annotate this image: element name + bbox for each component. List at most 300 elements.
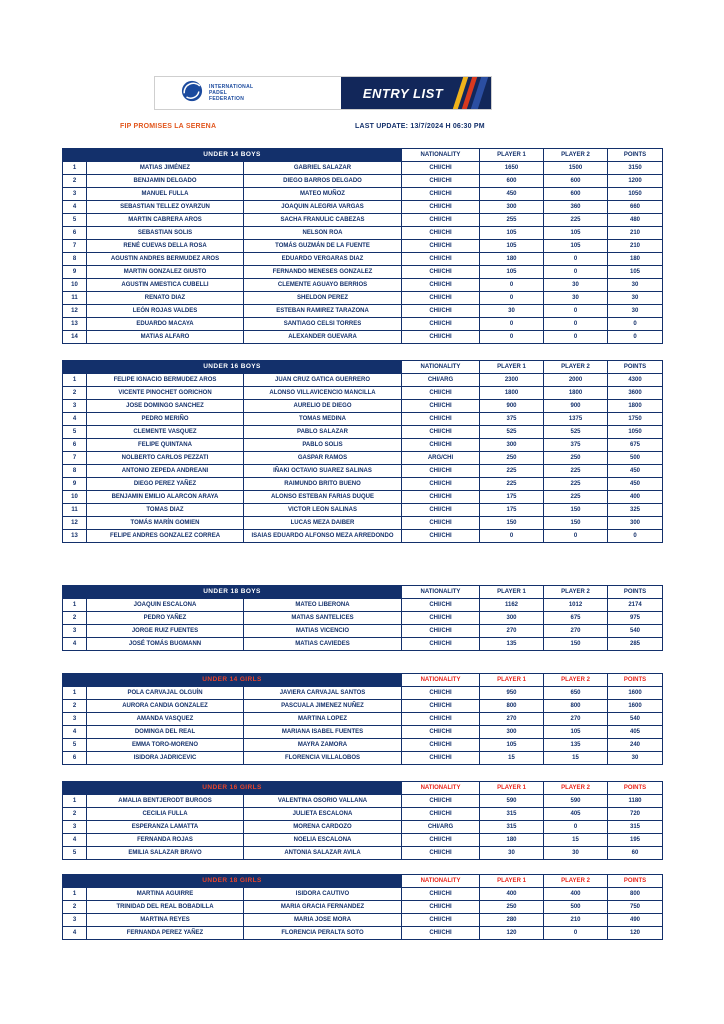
- player2-points: 650: [544, 687, 608, 700]
- total-points: 325: [608, 504, 663, 517]
- entry-row: [63, 175, 663, 188]
- nationality: CHI/CHI: [402, 599, 480, 612]
- column-header-2: PLAYER 2: [544, 586, 608, 599]
- category-title: UNDER 18 BOYS: [63, 586, 402, 599]
- entry-row: [63, 847, 663, 860]
- player2-points: 0: [544, 266, 608, 279]
- column-header-0: NATIONALITY: [402, 782, 480, 795]
- column-header-3: POINTS: [608, 674, 663, 687]
- player2-name: RAIMUNDO BRITO BUENO: [244, 478, 402, 491]
- player1-name: MARTIN CABRERA AROS: [87, 214, 244, 227]
- row-number: 3: [63, 713, 87, 726]
- player1-name: MATIAS ALFARO: [87, 331, 244, 344]
- total-points: 540: [608, 713, 663, 726]
- row-number: 9: [63, 478, 87, 491]
- player1-points: 525: [480, 426, 544, 439]
- player1-name: DIEGO PEREZ YAÑEZ: [87, 478, 244, 491]
- nationality: CHI/CHI: [402, 439, 480, 452]
- total-points: 315: [608, 821, 663, 834]
- entry-table-under-14-boys: [62, 148, 662, 344]
- entry-row: [63, 927, 663, 940]
- row-number: 10: [63, 491, 87, 504]
- player2-name: ISAIAS EDUARDO ALFONSO MEZA ARREDONDO: [244, 530, 402, 543]
- player1-name: FELIPE ANDRES GONZALEZ CORREA: [87, 530, 244, 543]
- total-points: 30: [608, 752, 663, 765]
- total-points: 1050: [608, 188, 663, 201]
- nationality: CHI/CHI: [402, 426, 480, 439]
- total-points: 0: [608, 331, 663, 344]
- player1-points: 175: [480, 504, 544, 517]
- player1-name: SEBASTIAN SOLIS: [87, 227, 244, 240]
- total-points: 1600: [608, 700, 663, 713]
- player1-name: ANTONIO ZEPEDA ANDREANI: [87, 465, 244, 478]
- player2-name: JUAN CRUZ GATICA GUERRERO: [244, 374, 402, 387]
- entry-row: [63, 374, 663, 387]
- entry-row: [63, 253, 663, 266]
- total-points: 180: [608, 253, 663, 266]
- total-points: 0: [608, 318, 663, 331]
- nationality: CHI/CHI: [402, 700, 480, 713]
- total-points: 1050: [608, 426, 663, 439]
- player2-name: NELSON ROA: [244, 227, 402, 240]
- player1-name: AGUSTIN ANDRES BERMUDEZ AROS: [87, 253, 244, 266]
- player2-points: 225: [544, 478, 608, 491]
- player1-name: JOAQUIN ESCALONA: [87, 599, 244, 612]
- player2-name: PABLO SOLIS: [244, 439, 402, 452]
- table-header-row: [63, 782, 663, 795]
- entry-row: [63, 739, 663, 752]
- total-points: 195: [608, 834, 663, 847]
- federation-logo-text: [209, 84, 253, 103]
- player1-name: BENJAMIN DELGADO: [87, 175, 244, 188]
- row-number: 3: [63, 625, 87, 638]
- player2-points: 0: [544, 530, 608, 543]
- player1-points: 120: [480, 927, 544, 940]
- entry-row: [63, 713, 663, 726]
- total-points: 300: [608, 517, 663, 530]
- column-header-3: POINTS: [608, 361, 663, 374]
- player1-points: 0: [480, 331, 544, 344]
- entry-row: [63, 888, 663, 901]
- logo-line-2: PADEL: [209, 89, 228, 96]
- entry-table-under-18-boys: [62, 585, 662, 651]
- player2-points: 405: [544, 808, 608, 821]
- row-number: 10: [63, 279, 87, 292]
- player1-name: FERNANDA ROJAS: [87, 834, 244, 847]
- player1-points: 315: [480, 808, 544, 821]
- total-points: 405: [608, 726, 663, 739]
- row-number: 8: [63, 253, 87, 266]
- row-number: 7: [63, 240, 87, 253]
- nationality: ARG/CHI: [402, 452, 480, 465]
- player1-points: 400: [480, 888, 544, 901]
- category-title: UNDER 16 BOYS: [63, 361, 402, 374]
- player2-points: 105: [544, 240, 608, 253]
- player2-points: 375: [544, 439, 608, 452]
- column-header-2: PLAYER 2: [544, 361, 608, 374]
- nationality: CHI/CHI: [402, 201, 480, 214]
- player1-points: 590: [480, 795, 544, 808]
- column-header-0: NATIONALITY: [402, 361, 480, 374]
- player1-points: 450: [480, 188, 544, 201]
- row-number: 1: [63, 687, 87, 700]
- entry-table-under-14-girls: [62, 673, 662, 765]
- entry-row: [63, 638, 663, 651]
- category-table: [62, 781, 663, 860]
- event-title: FIP PROMISES LA SERENA: [120, 123, 217, 130]
- player2-points: 525: [544, 426, 608, 439]
- entry-row: [63, 687, 663, 700]
- player2-name: JAVIERA CARVAJAL SANTOS: [244, 687, 402, 700]
- total-points: 675: [608, 439, 663, 452]
- nationality: CHI/CHI: [402, 808, 480, 821]
- total-points: 30: [608, 305, 663, 318]
- player1-points: 225: [480, 478, 544, 491]
- federation-logo-icon: [181, 80, 203, 107]
- player2-points: 675: [544, 612, 608, 625]
- player1-name: ISIDORA JADRICEVIC: [87, 752, 244, 765]
- category-table: [62, 673, 663, 765]
- player2-name: MATIAS CAVIEDES: [244, 638, 402, 651]
- logo-line-1: INTERNATIONAL: [209, 83, 254, 90]
- player1-points: 30: [480, 305, 544, 318]
- entry-row: [63, 478, 663, 491]
- category-table: [62, 874, 663, 940]
- nationality: CHI/CHI: [402, 625, 480, 638]
- entry-list-banner: [341, 77, 491, 109]
- nationality: CHI/CHI: [402, 279, 480, 292]
- player2-points: 210: [544, 914, 608, 927]
- nationality: CHI/CHI: [402, 504, 480, 517]
- federation-logo-block: [155, 77, 341, 109]
- player1-name: MARTIN GONZALEZ GIUSTO: [87, 266, 244, 279]
- player1-points: 255: [480, 214, 544, 227]
- row-number: 3: [63, 400, 87, 413]
- player2-points: 105: [544, 227, 608, 240]
- row-number: 7: [63, 452, 87, 465]
- player1-points: 0: [480, 279, 544, 292]
- nationality: CHI/CHI: [402, 465, 480, 478]
- nationality: CHI/CHI: [402, 305, 480, 318]
- last-update-label: LAST UPDATE: 13/7/2024 H 06:30 PM: [355, 123, 485, 130]
- table-header-row: [63, 875, 663, 888]
- player1-name: MATIAS JIMÉNEZ: [87, 162, 244, 175]
- player2-points: 225: [544, 465, 608, 478]
- nationality: CHI/CHI: [402, 253, 480, 266]
- column-header-0: NATIONALITY: [402, 875, 480, 888]
- nationality: CHI/CHI: [402, 752, 480, 765]
- entry-row: [63, 491, 663, 504]
- entry-row: [63, 227, 663, 240]
- player1-points: 950: [480, 687, 544, 700]
- column-header-0: NATIONALITY: [402, 674, 480, 687]
- player1-name: PEDRO MERIÑO: [87, 413, 244, 426]
- player2-name: FLORENCIA VILLALOBOS: [244, 752, 402, 765]
- player2-name: SHELDON PEREZ: [244, 292, 402, 305]
- player1-name: EDUARDO MACAYA: [87, 318, 244, 331]
- row-number: 14: [63, 331, 87, 344]
- player1-name: JOSE DOMINGO SANCHEZ: [87, 400, 244, 413]
- player2-name: ALONSO ESTEBAN FARIAS DUQUE: [244, 491, 402, 504]
- player1-points: 900: [480, 400, 544, 413]
- nationality: CHI/CHI: [402, 888, 480, 901]
- nationality: CHI/CHI: [402, 214, 480, 227]
- player1-name: MARTINA REYES: [87, 914, 244, 927]
- table-header-row: [63, 586, 663, 599]
- column-header-1: PLAYER 1: [480, 361, 544, 374]
- player2-points: 15: [544, 752, 608, 765]
- player1-name: DOMINGA DEL REAL: [87, 726, 244, 739]
- nationality: CHI/CHI: [402, 901, 480, 914]
- player2-name: ISIDORA CAUTIVO: [244, 888, 402, 901]
- player1-name: CECILIA FULLA: [87, 808, 244, 821]
- player2-name: ESTEBAN RAMIREZ TARAZONA: [244, 305, 402, 318]
- row-number: 5: [63, 847, 87, 860]
- total-points: 3600: [608, 387, 663, 400]
- player2-points: 105: [544, 726, 608, 739]
- entry-row: [63, 795, 663, 808]
- total-points: 120: [608, 927, 663, 940]
- row-number: 11: [63, 292, 87, 305]
- player2-name: IÑAKI OCTAVIO SUAREZ SALINAS: [244, 465, 402, 478]
- column-header-2: PLAYER 2: [544, 149, 608, 162]
- total-points: 400: [608, 491, 663, 504]
- player1-points: 105: [480, 266, 544, 279]
- row-number: 2: [63, 700, 87, 713]
- player2-name: NOELIA ESCALONA: [244, 834, 402, 847]
- player2-name: SANTIAGO CELSI TORRES: [244, 318, 402, 331]
- player1-name: POLA CARVAJAL OLGUÍN: [87, 687, 244, 700]
- total-points: 3150: [608, 162, 663, 175]
- column-header-1: PLAYER 1: [480, 782, 544, 795]
- player1-points: 105: [480, 227, 544, 240]
- player1-points: 280: [480, 914, 544, 927]
- total-points: 450: [608, 478, 663, 491]
- player2-points: 250: [544, 452, 608, 465]
- player2-name: MATEO LIBERONA: [244, 599, 402, 612]
- total-points: 210: [608, 227, 663, 240]
- player2-points: 150: [544, 638, 608, 651]
- entry-row: [63, 201, 663, 214]
- player2-points: 0: [544, 821, 608, 834]
- nationality: CHI/CHI: [402, 227, 480, 240]
- total-points: 1200: [608, 175, 663, 188]
- entry-row: [63, 439, 663, 452]
- player1-name: FERNANDA PEREZ YAÑEZ: [87, 927, 244, 940]
- column-header-2: PLAYER 2: [544, 875, 608, 888]
- nationality: CHI/CHI: [402, 847, 480, 860]
- row-number: 5: [63, 214, 87, 227]
- player2-name: ALEXANDER GUEVARA: [244, 331, 402, 344]
- entry-list-title: ENTRY LIST: [362, 85, 444, 101]
- player2-name: CLEMENTE AGUAYO BERRIOS: [244, 279, 402, 292]
- player2-points: 900: [544, 400, 608, 413]
- total-points: 660: [608, 201, 663, 214]
- player2-name: MARIA GRACIA FERNANDEZ: [244, 901, 402, 914]
- row-number: 13: [63, 318, 87, 331]
- entry-row: [63, 625, 663, 638]
- player1-points: 270: [480, 713, 544, 726]
- category-title: UNDER 18 GIRLS: [63, 875, 402, 888]
- player1-points: 1650: [480, 162, 544, 175]
- nationality: CHI/CHI: [402, 517, 480, 530]
- entry-row: [63, 504, 663, 517]
- entry-row: [63, 821, 663, 834]
- nationality: CHI/CHI: [402, 834, 480, 847]
- player2-points: 360: [544, 201, 608, 214]
- row-number: 8: [63, 465, 87, 478]
- total-points: 750: [608, 901, 663, 914]
- total-points: 105: [608, 266, 663, 279]
- row-number: 13: [63, 530, 87, 543]
- entry-row: [63, 279, 663, 292]
- player1-name: RENATO DIAZ: [87, 292, 244, 305]
- row-number: 3: [63, 821, 87, 834]
- player2-name: JULIETA ESCALONA: [244, 808, 402, 821]
- player2-points: 150: [544, 504, 608, 517]
- player1-points: 180: [480, 253, 544, 266]
- player1-points: 150: [480, 517, 544, 530]
- entry-row: [63, 162, 663, 175]
- row-number: 1: [63, 888, 87, 901]
- player2-points: 30: [544, 279, 608, 292]
- total-points: 540: [608, 625, 663, 638]
- total-points: 285: [608, 638, 663, 651]
- nationality: CHI/CHI: [402, 795, 480, 808]
- nationality: CHI/CHI: [402, 266, 480, 279]
- player2-points: 2000: [544, 374, 608, 387]
- row-number: 2: [63, 387, 87, 400]
- nationality: CHI/CHI: [402, 292, 480, 305]
- player1-name: RENÉ CUEVAS DELLA ROSA: [87, 240, 244, 253]
- table-header-row: [63, 674, 663, 687]
- total-points: 1750: [608, 413, 663, 426]
- player1-points: 0: [480, 530, 544, 543]
- entry-tables: [62, 148, 662, 940]
- player1-name: AMANDA VASQUEZ: [87, 713, 244, 726]
- row-number: 4: [63, 726, 87, 739]
- player1-points: 800: [480, 700, 544, 713]
- nationality: CHI/CHI: [402, 739, 480, 752]
- player1-points: 300: [480, 726, 544, 739]
- player2-name: MATIAS SANTELICES: [244, 612, 402, 625]
- player2-name: GASPAR RAMOS: [244, 452, 402, 465]
- column-header-0: NATIONALITY: [402, 586, 480, 599]
- nationality: CHI/CHI: [402, 726, 480, 739]
- player1-points: 225: [480, 465, 544, 478]
- player2-name: TOMÁS GUZMÁN DE LA FUENTE: [244, 240, 402, 253]
- player1-points: 135: [480, 638, 544, 651]
- player1-name: TOMÁS MARÍN GOMIEN: [87, 517, 244, 530]
- player1-points: 175: [480, 491, 544, 504]
- row-number: 2: [63, 175, 87, 188]
- player2-name: JOAQUIN ALEGRIA VARGAS: [244, 201, 402, 214]
- entry-row: [63, 914, 663, 927]
- total-points: 720: [608, 808, 663, 821]
- nationality: CHI/CHI: [402, 713, 480, 726]
- player2-name: ALONSO VILLAVICENCIO MANCILLA: [244, 387, 402, 400]
- entry-row: [63, 901, 663, 914]
- player1-points: 180: [480, 834, 544, 847]
- row-number: 1: [63, 599, 87, 612]
- player2-points: 590: [544, 795, 608, 808]
- player2-name: DIEGO BARROS DELGADO: [244, 175, 402, 188]
- player1-name: TOMAS DIAZ: [87, 504, 244, 517]
- player1-points: 250: [480, 901, 544, 914]
- total-points: 500: [608, 452, 663, 465]
- category-table: [62, 585, 663, 651]
- player2-points: 225: [544, 214, 608, 227]
- player2-points: 500: [544, 901, 608, 914]
- player1-name: ESPERANZA LAMATTA: [87, 821, 244, 834]
- nationality: CHI/ARG: [402, 374, 480, 387]
- player2-name: MATEO MUÑOZ: [244, 188, 402, 201]
- table-header-row: [63, 149, 663, 162]
- total-points: 210: [608, 240, 663, 253]
- player1-name: LEÓN ROJAS VALDES: [87, 305, 244, 318]
- entry-row: [63, 726, 663, 739]
- player1-points: 105: [480, 739, 544, 752]
- player1-name: BENJAMIN EMILIO ALARCON ARAYA: [87, 491, 244, 504]
- total-points: 30: [608, 279, 663, 292]
- entry-row: [63, 305, 663, 318]
- total-points: 1600: [608, 687, 663, 700]
- entry-table-under-18-girls: [62, 874, 662, 940]
- player2-name: MATIAS VICENCIO: [244, 625, 402, 638]
- player2-points: 1800: [544, 387, 608, 400]
- entry-row: [63, 400, 663, 413]
- player1-name: AMALIA BENTJERODT BURGOS: [87, 795, 244, 808]
- nationality: CHI/CHI: [402, 413, 480, 426]
- player2-points: 1012: [544, 599, 608, 612]
- player2-name: MARIA JOSE MORA: [244, 914, 402, 927]
- category-title: UNDER 16 GIRLS: [63, 782, 402, 795]
- row-number: 12: [63, 517, 87, 530]
- player1-points: 300: [480, 612, 544, 625]
- player2-points: 270: [544, 713, 608, 726]
- category-title: UNDER 14 BOYS: [63, 149, 402, 162]
- total-points: 480: [608, 214, 663, 227]
- player1-name: FELIPE QUINTANA: [87, 439, 244, 452]
- column-header-3: POINTS: [608, 149, 663, 162]
- entry-row: [63, 752, 663, 765]
- player1-name: EMMA TORO-MORENO: [87, 739, 244, 752]
- row-number: 11: [63, 504, 87, 517]
- player1-points: 1162: [480, 599, 544, 612]
- nationality: CHI/ARG: [402, 821, 480, 834]
- player2-name: MAYRA ZAMORA: [244, 739, 402, 752]
- row-number: 1: [63, 162, 87, 175]
- nationality: CHI/CHI: [402, 400, 480, 413]
- player2-name: PASCUALA JIMENEZ NUÑEZ: [244, 700, 402, 713]
- player1-name: MANUEL FULLA: [87, 188, 244, 201]
- total-points: 1180: [608, 795, 663, 808]
- player2-name: TOMAS MEDINA: [244, 413, 402, 426]
- player2-points: 150: [544, 517, 608, 530]
- banner-stripes-decoration: [453, 77, 487, 109]
- player2-points: 800: [544, 700, 608, 713]
- entry-row: [63, 599, 663, 612]
- player2-name: AURELIO DE DIEGO: [244, 400, 402, 413]
- table-header-row: [63, 361, 663, 374]
- row-number: 6: [63, 752, 87, 765]
- player1-name: PEDRO YAÑEZ: [87, 612, 244, 625]
- player2-points: 15: [544, 834, 608, 847]
- player2-points: 225: [544, 491, 608, 504]
- entry-row: [63, 808, 663, 821]
- player2-points: 400: [544, 888, 608, 901]
- row-number: 1: [63, 374, 87, 387]
